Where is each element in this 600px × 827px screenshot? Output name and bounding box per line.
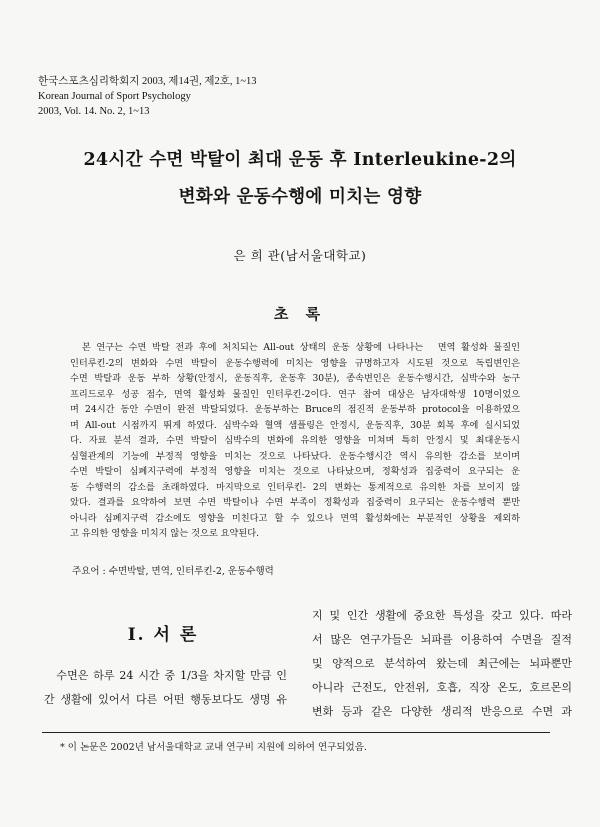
abstract-heading: 초 록: [273, 305, 327, 323]
abstract-line: 동 수행력의 감소를 초래하였다. 마지막으로 인터루킨- 2의 변화는 통계적으로 유의한 차를 보이지 않: [70, 481, 520, 493]
abstract-line: 아니라 심폐지구력 감소에도 영향을 미친다고 할 수 있으나 면역 활성화에는 부분적인 상황을 제외하: [70, 512, 520, 524]
abstract-line: 며 All-out 시점까지 뛰게 하였다. 심박수와 혈액 샘플링은 안정시, 운동직후, 30분 회복 후에 실시되었: [70, 419, 520, 431]
abstract-line: 인터루킨-2의 변화와 수면 박탈이 운동수행력에 미치는 영향을 규명하고자 시도된 것으로 독립변인은: [70, 357, 520, 369]
abstract-line: 다. 자료 분석 결과, 수면 박탈이 심박수의 변화에 유의한 영향을 미쳐며 특히 안정시 및 최대운동시: [70, 435, 520, 446]
paper-title-line-2: 변화와 운동수행에 미치는 영향: [178, 187, 422, 207]
abstract-line: 본 연구는 수면 박탈 전과 후에 처치되는 All-out 상태의 운동 상황에 나타나는 면역 활성화 물질인: [70, 342, 520, 353]
journal-header: [38, 74, 257, 119]
abstract-line: 프리드로우 성공 점수, 면역 활성화 물질인 인터루킨-2이다. 연구 참여 대상은 남자대학생 10명이었으: [70, 388, 520, 400]
abstract-line: 심혈관계의 기능에 부정적 영향을 미치는 것으로 나타났다. 운동수행시간 역시 유의한 감소를 보이며: [70, 450, 520, 462]
author-affiliation: 은 희 관(남서울대학교): [233, 248, 367, 263]
body-line: 지 및 인간 생활에 중요한 특성을 갖고 있다. 따라: [312, 609, 572, 622]
abstract-line: 수면 박탈과 운동 부하 상황(안정시, 운동직후, 운동후 30분), 종속변인은 운동수행시간, 심박수와 농구: [70, 373, 520, 384]
right-column-text: [312, 604, 572, 724]
footnote-divider: [42, 732, 550, 733]
journal-header-english: Korean Journal of Sport Psychology: [38, 91, 191, 102]
keywords: 주요어 : 수면박탈, 면역, 인터루킨-2, 운동수행력: [72, 566, 274, 577]
paper-title-line-1: 24시간 수면 박탈이 최대 운동 후 Interleukine-2의: [83, 150, 517, 170]
body-line: 및 양적으로 분석하여 왔는데 최근에는 뇌파뿐만: [312, 657, 572, 670]
body-line: 변화 등과 같은 다양한 생리적 반응으로 수면 과: [312, 705, 572, 718]
left-column-text: [44, 664, 287, 712]
footnote: * 이 논문은 2002년 남서울대학교 교내 연구비 지원에 의하여 연구되었음.: [60, 742, 367, 753]
abstract-line: 았다. 결과를 요약하여 보면 수면 박탈이나 수면 부족이 정확성과 집중력이 요구되는 운동수행력 뿐만: [70, 497, 520, 508]
abstract-line: 수면 박탈이 심폐지구력에 부정적 영향을 미치는 것으로 나타났으며, 정확성과 집중력이 요구되는 운: [70, 466, 520, 477]
body-line: 수면은 하루 24 시간 중 1/3을 차지할 만큼 인: [44, 669, 287, 682]
body-line: 서 많은 연구가들은 뇌파를 이용하여 수면을 질적: [312, 633, 572, 646]
body-line: 아니라 근전도, 안전위, 호흡, 직장 온도, 호르몬의: [312, 681, 572, 694]
section-heading-introduction: Ⅰ. 서 론: [127, 625, 199, 645]
body-line: 간 생활에 있어서 다른 어떤 행동보다도 생명 유: [44, 693, 287, 706]
abstract-line: 며 24시간 동안 수면이 완전 박탈되었다. 운동부하는 Bruce의 점진적 운동부하 protocol을 이용하였으: [70, 404, 520, 415]
journal-header-korean: 한국스포츠심리학회지 2003, 제14권, 제2호, 1~13: [38, 76, 257, 87]
abstract-line: 고 유의한 영향을 미치지 않는 것으로 요약된다.: [70, 528, 260, 539]
journal-header-volume: 2003, Vol. 14. No. 2, 1~13: [38, 106, 150, 117]
abstract-body: [70, 340, 520, 542]
